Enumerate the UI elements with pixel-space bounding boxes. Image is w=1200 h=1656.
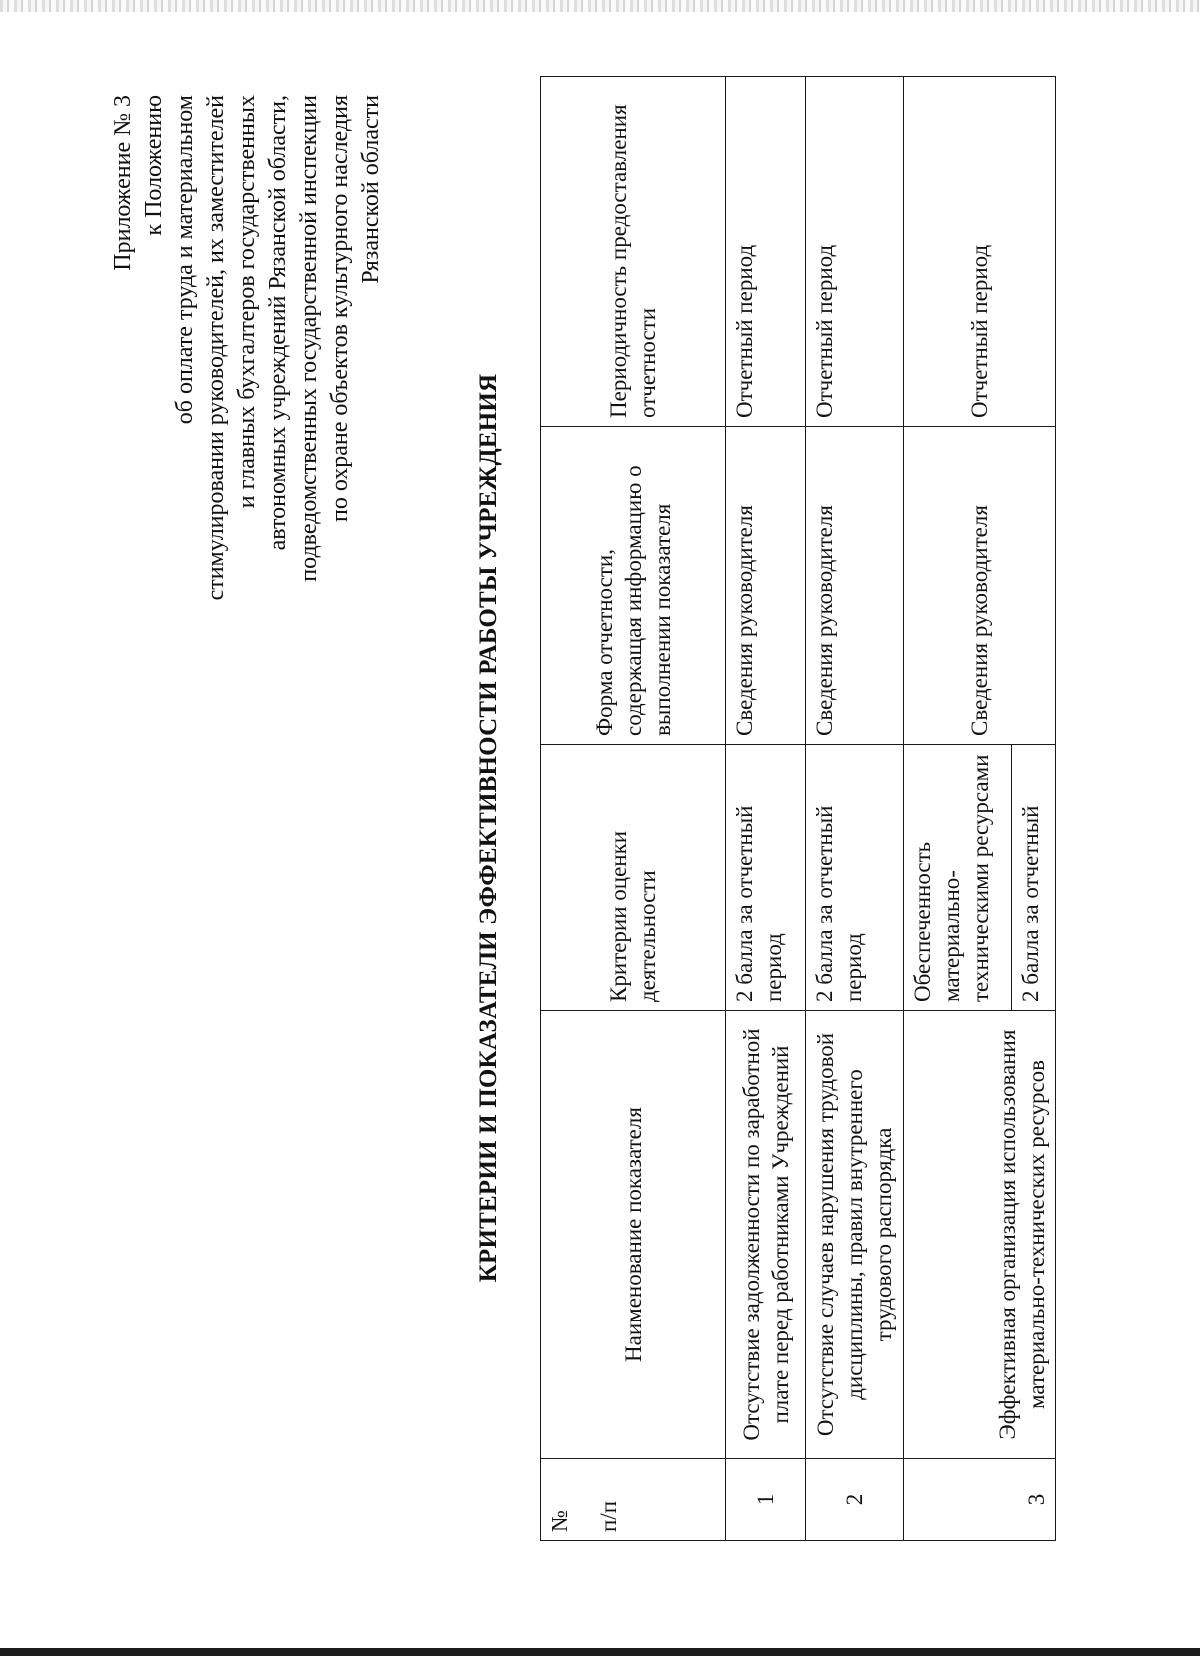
row-name: Отсутствие случаев нарушения трудовой дисциплины, правил внутреннего трудового распорядка <box>806 1011 904 1459</box>
row-criteria: 2 балла за отчетный период <box>726 745 806 1011</box>
appendix-header <box>108 95 387 600</box>
header-form-cell: Форма отчетности, содержащая информацию о выполнении показателя <box>541 427 726 745</box>
table-row <box>806 77 904 1541</box>
header-criteria-cell: Критерии оценки деятельности <box>541 745 726 1011</box>
appendix-line: Приложение № 3 <box>110 95 136 271</box>
criteria-table <box>540 76 1056 1541</box>
row-number: 1 <box>726 1459 806 1541</box>
appendix-line: к Положению <box>141 95 167 236</box>
header-number-cell <box>541 1459 726 1541</box>
scan-edge-bottom <box>0 1648 1200 1656</box>
table-header-row <box>541 77 726 1541</box>
row-period: Отчетный период <box>904 77 1056 427</box>
appendix-line: стимулировании руководителей, их заместителей <box>203 95 229 601</box>
row-form: Сведения руководителя <box>904 427 1056 745</box>
appendix-line: об оплате труда и материальном <box>172 95 198 425</box>
row-form: Сведения руководителя <box>806 427 904 745</box>
appendix-line: подведомственных государственной инспекции <box>296 95 322 582</box>
row-criteria: 2 балла за отчетный период <box>806 745 904 1011</box>
header-name-cell: Наименование показателя <box>541 1011 726 1459</box>
row-criteria-sub-b: 2 балла за отчетный <box>1018 805 1043 1002</box>
appendix-line: Рязанской области <box>358 95 384 284</box>
table-row <box>726 77 806 1541</box>
row-period: Отчетный период <box>806 77 904 427</box>
header-number-pp: п/п <box>596 1500 621 1532</box>
row-number: 2 <box>806 1459 904 1541</box>
appendix-line: автономных учреждений Рязанской области, <box>265 95 291 551</box>
row-number: 3 <box>904 1459 1056 1541</box>
appendix-line: и главных бухгалтеров государственных <box>234 95 260 509</box>
table-row <box>904 77 1056 1541</box>
document-title: КРИТЕРИИ И ПОКАЗАТЕЛИ ЭФФЕКТИВНОСТИ РАБОТЫ УЧРЕЖДЕНИЯ <box>475 373 502 1283</box>
row-name: Эффективная организация использования материально-технических ресурсов <box>904 1011 1056 1459</box>
row-criteria-split <box>904 745 1056 1011</box>
row-period: Отчетный период <box>726 77 806 427</box>
appendix-line: по охране объектов культурного наследия <box>327 95 353 523</box>
row-criteria-sub-a: Обеспеченность материально-техническими ресурсами <box>904 745 1012 1010</box>
row-name: Отсутствие задолженности по заработной плате перед работниками Учреждений <box>726 1011 806 1459</box>
header-period-cell: Периодичность предоставления отчетности <box>541 77 726 427</box>
header-number-sign: № <box>547 1510 572 1532</box>
row-form: Сведения руководителя <box>726 427 806 745</box>
